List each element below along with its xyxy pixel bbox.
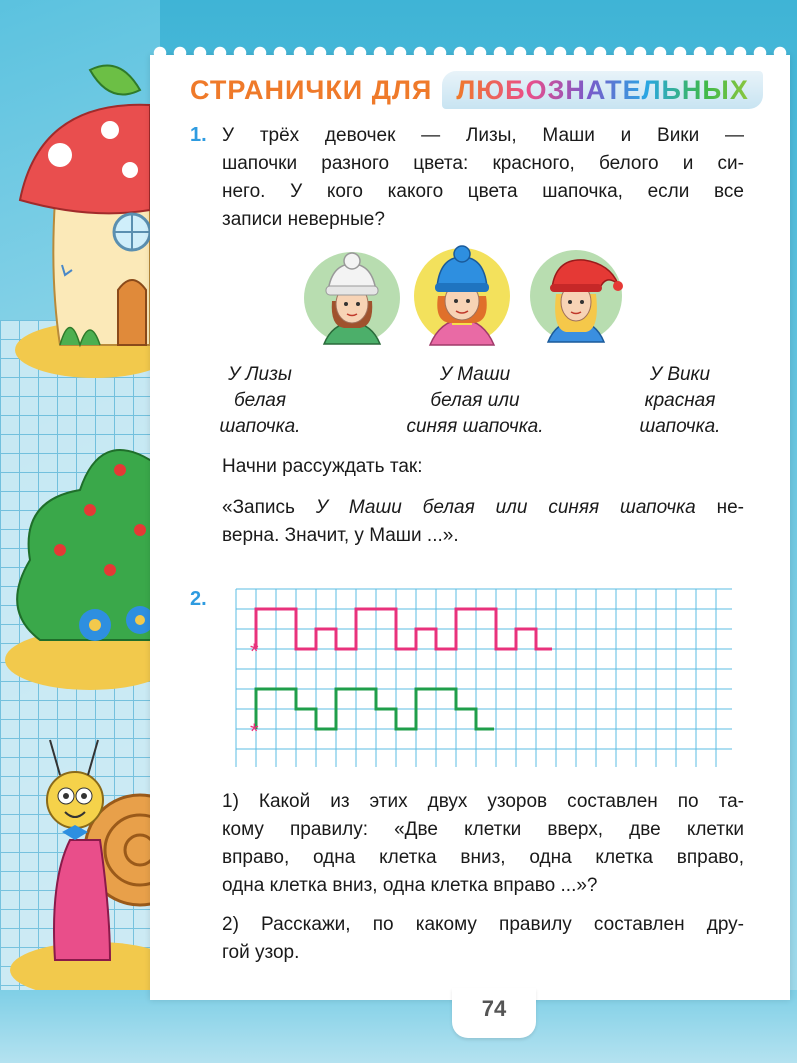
caption-vika-line2: красная <box>644 390 716 411</box>
header-title-part1: СТРАНИЧКИ ДЛЯ <box>190 74 433 105</box>
caption-liza-line1: У Лизы <box>228 364 292 385</box>
bottom-background <box>0 990 797 1063</box>
task1-start-hint: Начни рассуждать так: <box>222 456 423 477</box>
header-title-badge <box>442 71 763 109</box>
caption-masha-line1: У Маши <box>439 364 511 385</box>
task2-q1-line3: вправо, одна клетка вниз, одна клетка вправо, <box>222 847 744 868</box>
girl-liza-white-hat-illustration <box>302 246 402 346</box>
task2-q1-line4: одна клетка вниз, одна клетка вправо ...»? <box>222 875 598 896</box>
page-top-edge <box>150 46 790 60</box>
caption-vika-line1: У Вики <box>649 364 711 385</box>
task1-quote-line2: верна. Значит, у Маши ...». <box>222 525 459 546</box>
task2-q2-line2: гой узор. <box>222 942 300 963</box>
task2-pattern-grid <box>232 588 732 768</box>
header-title-part2: ЛЮБОЗНАТЕЛЬНЫХ <box>456 74 749 105</box>
task2-q1-line1: 1) Какой из этих двух узоров составлен по та- <box>222 791 744 812</box>
page-number: 74 <box>481 996 507 1021</box>
task1-line1: У трёх девочек — Лизы, Маши и Вики — <box>222 125 744 146</box>
task1-line2: шапочки разного цвета: красного, белого и си- <box>222 153 744 174</box>
task2-q2-line1: 2) Расскажи, по какому правилу составлен дру- <box>222 914 744 935</box>
grid-lines <box>236 589 732 767</box>
girl-masha-blue-hat-illustration <box>412 241 512 346</box>
caption-masha-line2: белая или <box>430 390 520 411</box>
caption-liza <box>205 362 315 440</box>
green-pattern-start-marker: * <box>250 719 259 744</box>
task1-number: 1. <box>190 124 207 146</box>
section-header <box>190 70 763 110</box>
left-background <box>0 0 160 1063</box>
snail-illustration <box>0 730 160 1000</box>
caption-vika <box>620 362 740 440</box>
task1-quote-suffix: не- <box>716 497 744 518</box>
caption-masha <box>375 362 575 440</box>
caption-masha-line3: синяя шапочка. <box>406 416 544 437</box>
bush-illustration <box>0 410 160 690</box>
caption-liza-line2: белая <box>233 390 287 411</box>
task1-quote-italic: У Маши белая или синяя шапочка <box>315 497 696 518</box>
mushroom-house-illustration <box>0 60 160 380</box>
caption-vika-line3: шапочка. <box>639 416 721 437</box>
pink-pattern-start-marker: * <box>250 639 259 664</box>
task1-quote-line1 <box>222 494 744 522</box>
caption-liza-line3: шапочка. <box>219 416 301 437</box>
task1-line3: него. У кого какого цвета шапочка, если все <box>222 181 744 202</box>
task2-q1-line2: кому правилу: «Две клетки вверх, две клетки <box>222 819 744 840</box>
girl-vika-red-hat-illustration <box>526 244 626 344</box>
task1-quote-prefix: «Запись <box>222 497 295 518</box>
task2-number: 2. <box>190 588 207 610</box>
task1-line4: записи неверные? <box>222 209 385 230</box>
